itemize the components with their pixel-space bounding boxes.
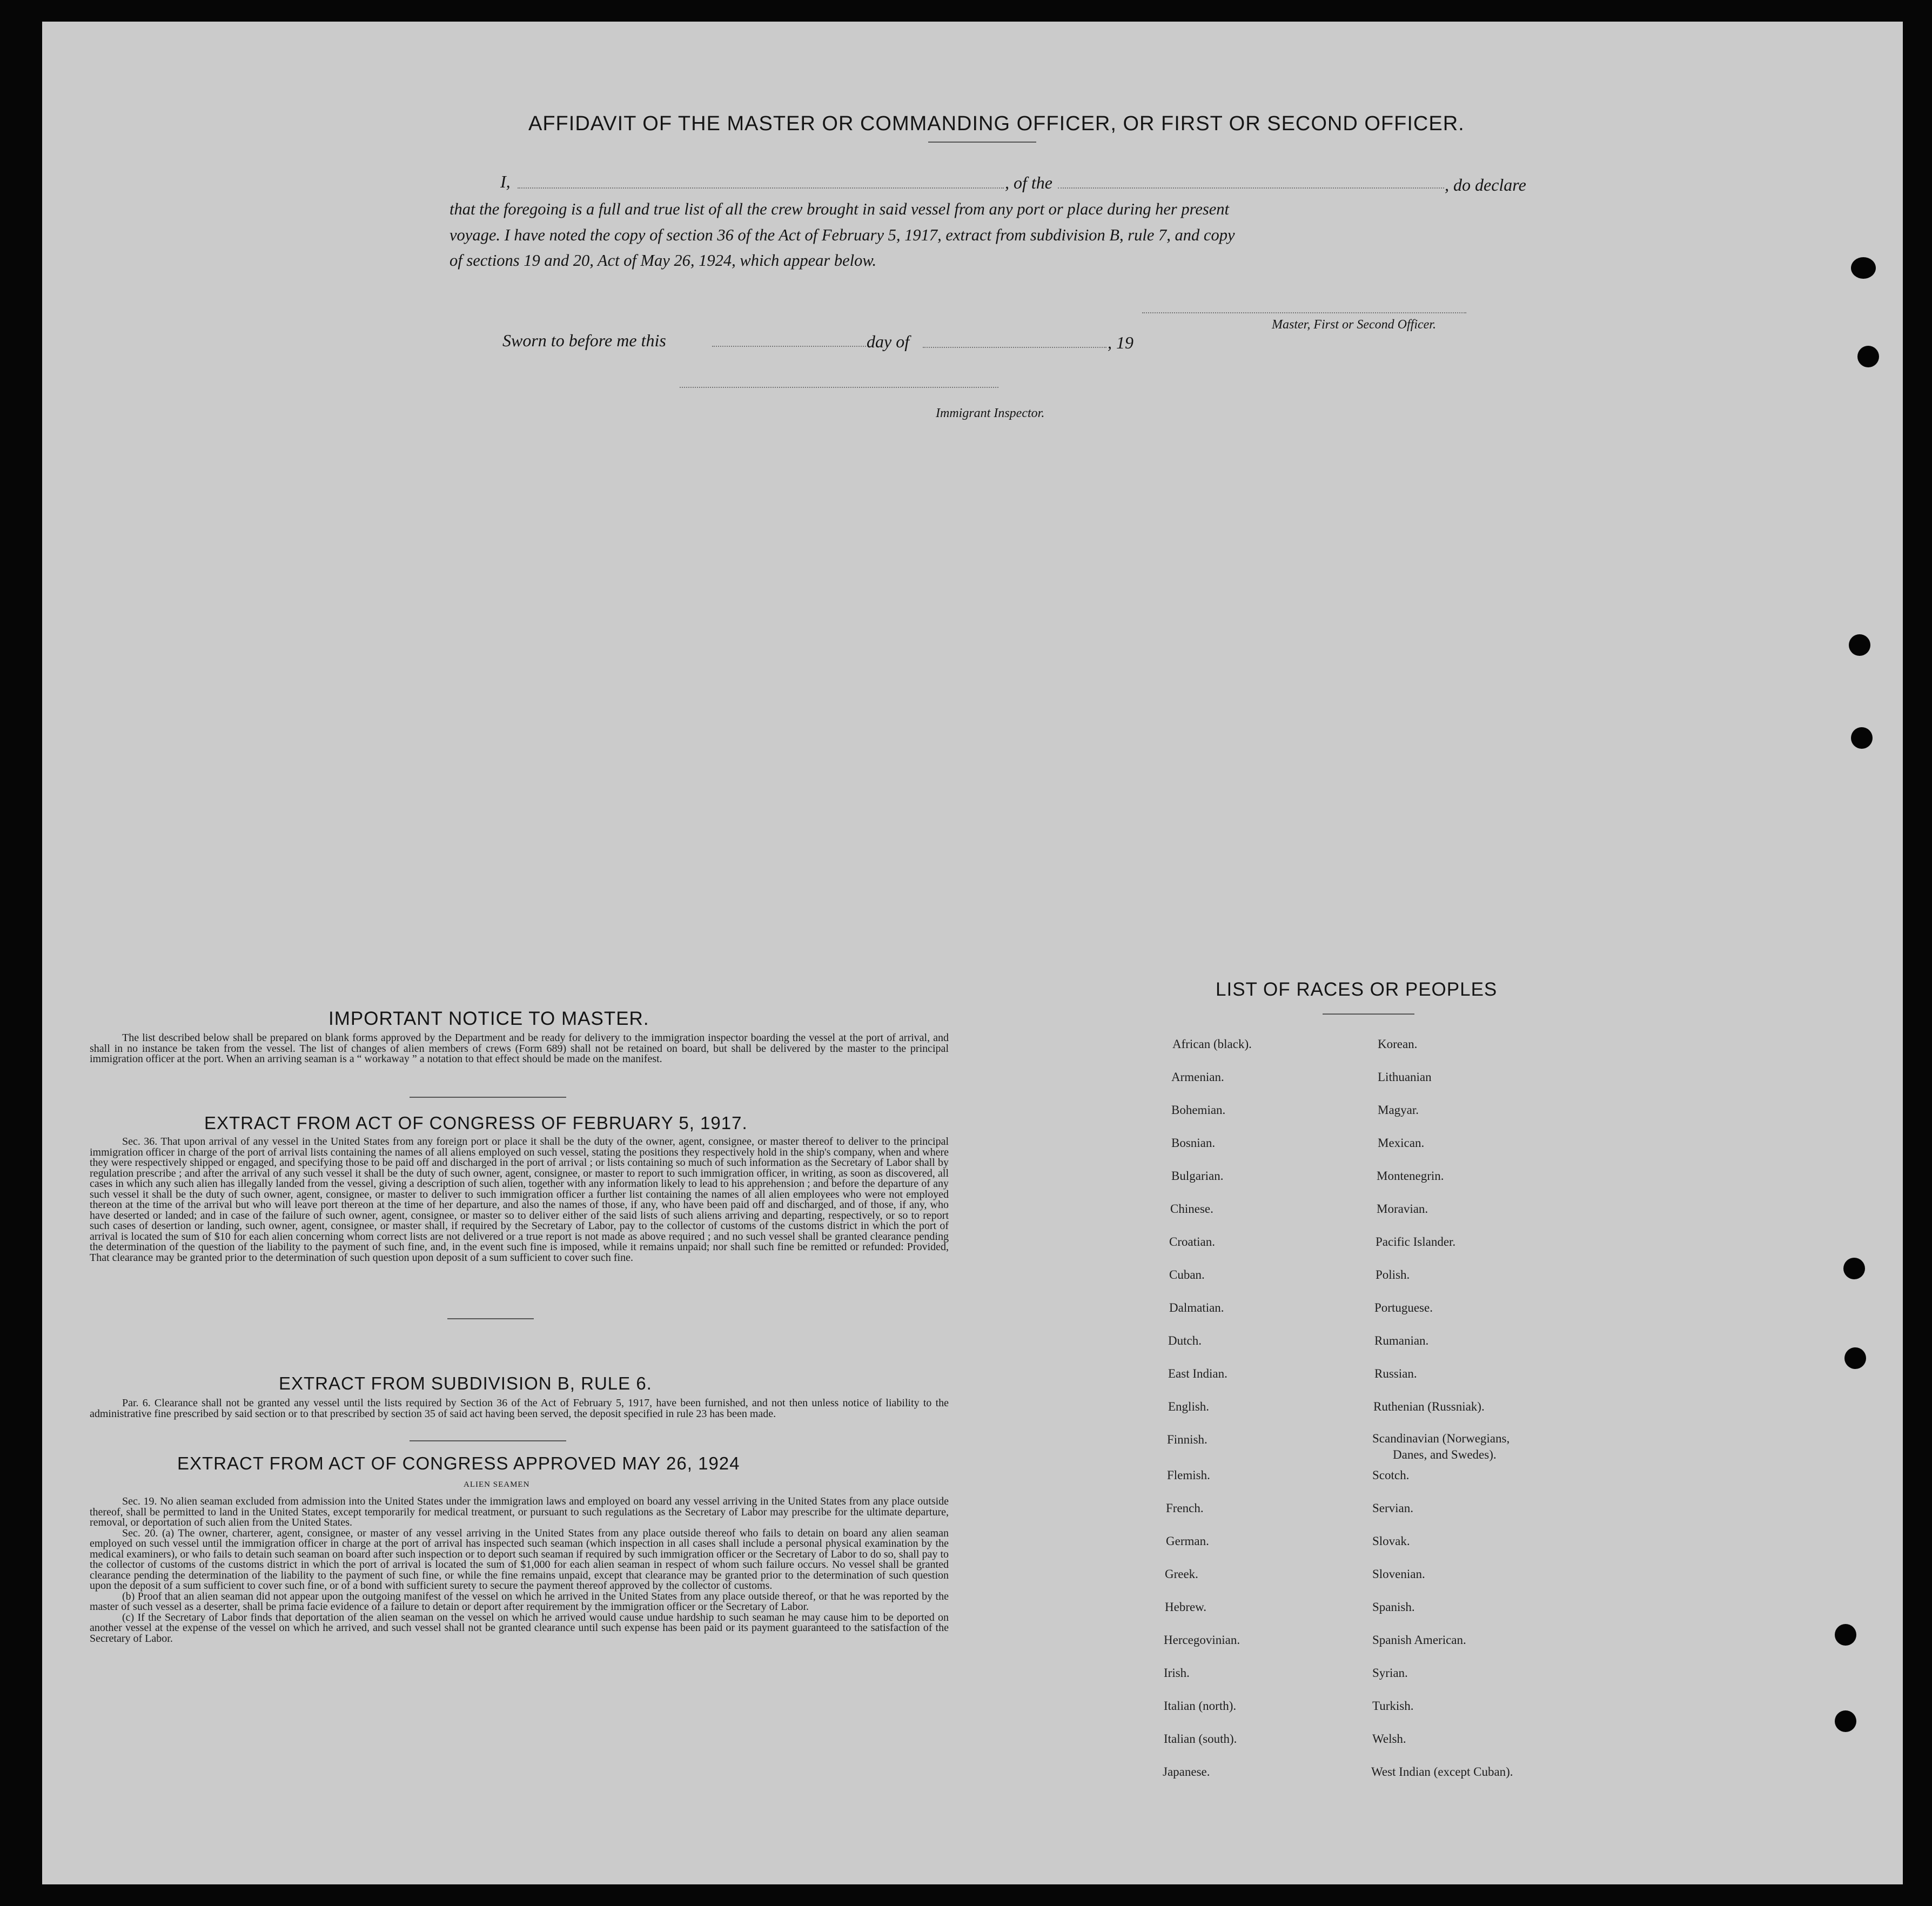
- sec-20c: (c) If the Secretary of Labor finds that deportation of the alien seaman on the vessel on which he arrived would cause undue hardship to such seaman he may cause him to be deported on another vessel at the expense of the vessel on which he arrived, and such vessel shall not be granted clearance until such expense has been paid or its payment guaranteed to the satisfaction of the Secretary of Labor.: [90, 1611, 949, 1645]
- race-right: Montenegrin.: [1377, 1169, 1444, 1183]
- race-right: West Indian (except Cuban).: [1371, 1765, 1513, 1779]
- race-right: Servian.: [1372, 1501, 1414, 1515]
- affidavit-i-label: I,: [500, 172, 511, 191]
- race-left: Dutch.: [1168, 1334, 1202, 1347]
- race-left: Bulgarian.: [1171, 1169, 1224, 1183]
- of-the-label: , of the: [1005, 173, 1052, 192]
- race-right: Lithuanian: [1378, 1070, 1432, 1084]
- extract-1924-text: [90, 1496, 949, 1644]
- race-left: Finnish.: [1167, 1433, 1208, 1446]
- punch-hole: [1835, 1710, 1856, 1732]
- race-right: Welsh.: [1372, 1732, 1406, 1746]
- sec-20a: Sec. 20. (a) The owner, charterer, agent, consignee, or master of any vessel arriving in the United States from any place outside thereof who fails to detain on board any alien seaman employed on such vessel until the immigration officer in charge at the port of arrival has inspected such seaman (which inspection in all cases shall include a personal physical examination by the medical examiners), or who fails to detain such seaman on board after such inspection or to deport such seaman if required by such immigration officer or the Secretary of Labor to do so, shall pay to the collector of customs of the customs district in which the port of arrival is located the sum of $1,000 for each alien seaman in respect of whom such failure occurs. No vessel shall be granted clearance pending the determination of the liability to the payment of such fine, or while the fine remains unpaid, except that clearance may be granted prior to the determination of such question upon the deposit of a sum sufficient to cover such fine, or of a bond with sufficient surety to secure the payment thereof approved by the collector of customs.: [90, 1527, 949, 1592]
- punch-hole: [1849, 634, 1870, 656]
- officer-signature-line[interactable]: [1142, 312, 1466, 313]
- race-left: Greek.: [1165, 1567, 1198, 1581]
- punch-hole: [1844, 1347, 1866, 1369]
- race-right: Polish.: [1376, 1268, 1410, 1281]
- punch-hole: [1857, 346, 1879, 367]
- race-left: Bosnian.: [1171, 1136, 1216, 1150]
- race-left: Japanese.: [1163, 1765, 1210, 1779]
- race-right: Magyar.: [1378, 1103, 1419, 1117]
- divider-1: [410, 1097, 566, 1098]
- race-right: Danes, and Swedes).: [1393, 1448, 1497, 1461]
- punch-hole: [1835, 1624, 1856, 1646]
- affidavit-title: AFFIDAVIT OF THE MASTER OR COMMANDING OFFICER, OR FIRST OR SECOND OFFICER.: [528, 112, 1465, 135]
- extract-rule6-title: EXTRACT FROM SUBDIVISION B, RULE 6.: [279, 1373, 652, 1393]
- punch-hole: [1843, 1258, 1865, 1279]
- race-left: English.: [1168, 1400, 1210, 1413]
- officer-signature-label: Master, First or Second Officer.: [1272, 318, 1436, 332]
- notice-title: IMPORTANT NOTICE TO MASTER.: [328, 1008, 649, 1029]
- sec-19: Sec. 19. No alien seaman excluded from admission into the United States under the immigration laws and employed on board any vessel arriving in the United States from any place outside thereof, shall be permitted to land in the United States, except temporarily for medical treatment, or pursuant to such regulations as the Secretary of Labor may prescribe for the ultimate departure, removal, or deportation of such alien from the United States.: [90, 1495, 949, 1528]
- race-right: Rumanian.: [1374, 1334, 1429, 1347]
- race-right: Korean.: [1378, 1037, 1418, 1051]
- race-right: Portuguese.: [1374, 1301, 1433, 1314]
- punch-hole: [1851, 257, 1876, 279]
- divider-2: [447, 1318, 534, 1319]
- race-left: Bohemian.: [1171, 1103, 1226, 1117]
- race-left: Italian (south).: [1164, 1732, 1237, 1746]
- race-left: Croatian.: [1169, 1235, 1215, 1249]
- sworn-label: Sworn to before me this: [502, 331, 666, 350]
- notice-text: The list described below shall be prepared on blank forms approved by the Department and be ready for delivery to the immigration inspector boarding the vessel at the port of arrival, and shall in no instance be taken from the vessel. The list of changes of alien members of crews (Form 689) shall not be retained on board, but shall be delivered by the master to the principal immigration officer at the port. When an arriving seaman is a “ workaway ” a notation to that effect should be made on the manifest.: [90, 1032, 949, 1065]
- race-left: Chinese.: [1170, 1202, 1213, 1216]
- race-right: Moravian.: [1377, 1202, 1428, 1216]
- race-right: Mexican.: [1378, 1136, 1425, 1150]
- year-label: , 19: [1108, 333, 1133, 352]
- race-left: Hebrew.: [1165, 1600, 1207, 1614]
- affidavit-line-1: that the foregoing is a full and true list of all the crew brought in said vessel from any port or place during her present: [450, 200, 1230, 218]
- race-left: French.: [1166, 1501, 1204, 1515]
- alien-seamen-subtitle: ALIEN SEAMEN: [464, 1480, 530, 1489]
- race-right: Turkish.: [1372, 1699, 1414, 1713]
- race-left: Cuban.: [1169, 1268, 1205, 1281]
- race-right: Russian.: [1374, 1367, 1417, 1380]
- inspector-label: Immigrant Inspector.: [936, 406, 1045, 420]
- race-left: East Indian.: [1168, 1367, 1227, 1380]
- inspector-signature-line[interactable]: [680, 387, 998, 388]
- extract-1924-title: EXTRACT FROM ACT OF CONGRESS APPROVED MAY 26, 1924: [177, 1453, 740, 1473]
- race-left: Hercegovinian.: [1164, 1633, 1240, 1647]
- sec-20b: (b) Proof that an alien seaman did not appear upon the outgoing manifest of the vessel on which he arrived in the United States from any place outside thereof, or that he was reported by the master of such vessel as a deserter, shall be prima facie evidence of a failure to detain or deport after requirement by the immigration officer or the Secretary of Labor.: [90, 1590, 949, 1613]
- vessel-blank[interactable]: [1058, 187, 1444, 189]
- day-of-label: day of: [867, 332, 910, 351]
- race-left: Armenian.: [1171, 1070, 1224, 1084]
- race-right: Slovenian.: [1372, 1567, 1425, 1581]
- race-right: Slovak.: [1372, 1534, 1410, 1548]
- affidavit-line-2: voyage. I have noted the copy of section 36 of the Act of February 5, 1917, extract from subdivision B, rule 7, and copy: [450, 226, 1235, 244]
- race-right: Spanish.: [1372, 1600, 1415, 1614]
- sworn-day-blank[interactable]: [712, 346, 866, 347]
- name-blank[interactable]: [518, 187, 1004, 189]
- title-underline: [928, 142, 1036, 143]
- extract-1917-title: EXTRACT FROM ACT OF CONGRESS OF FEBRUARY 5, 1917.: [204, 1113, 748, 1133]
- affidavit-line-3: of sections 19 and 20, Act of May 26, 1924, which appear below.: [450, 251, 877, 270]
- extract-1917-text: Sec. 36. That upon arrival of any vessel in the United States from any foreign port or place it shall be the duty of the owner, agent, consignee, or master thereof to deliver to the principal immigration officer in charge of the port of arrival lists containing the names of all aliens employed on such vessel, stating the positions they respectively hold in the ship's company, when and where they were respectively shipped or engaged, and specifying those to be paid off and discharged in the port of arrival ; or lists containing so much of such information as the Secretary of Labor shall by regulation prescribe ; and after the arrival of any such vessel it shall be the duty of such owner, agent, consignee, or master to report to such immigration officer, in writing, as soon as discovered, all cases in which any such alien has illegally landed from the vessel, giving a description of such alien, together with any information likely to lead to his apprehension ; and before the departure of any such vessel it shall be the duty of such owner, agent, consignee, or master to deliver to such immigration officer a further list containing the names of all alien employees who were not employed thereon at the time of the arrival but who will leave port thereon at the time of her departure, and also the names of those, if any, who have been paid off and discharged, and of those, if any, who have deserted or landed; and in case of the failure of such owner, agent, consignee, or master so to deliver either of the said lists of such aliens arriving and departing, respectively, or so to report such cases of desertion or landing, such owner, agent, consignee, or master shall, if required by the Secretary of Labor, pay to the collector of customs of the customs district in which the port of arrival is located the sum of $10 for each alien concerning whom correct lists are not delivered or a true report is not made as above required ; and no such vessel shall be granted clearance pending the determination of the question of the liability to the payment of such fine, and, in the event such fine is imposed, while it remains unpaid; nor shall such fine be remitted or refunded: Provided, That clearance may be granted prior to the determination of such question upon deposit of a sum sufficient to cover such fine.: [90, 1136, 949, 1264]
- race-right: Scotch.: [1372, 1468, 1410, 1482]
- race-right: Pacific Islander.: [1376, 1235, 1456, 1249]
- form-page: [42, 22, 1903, 1884]
- race-left: Dalmatian.: [1169, 1301, 1224, 1314]
- divider-3: [410, 1440, 566, 1441]
- race-right: Ruthenian (Russniak).: [1373, 1400, 1485, 1413]
- races-title-underline: [1323, 1014, 1414, 1015]
- extract-rule6-text: Par. 6. Clearance shall not be granted any vessel until the lists required by Section 36 of the Act of February 5, 1917, have been furnished, and not then unless notice of liability to the administrative fine prescribed by said section or to that prescribed by section 35 of said act having been served, the deposit specified in rule 23 has been made.: [90, 1397, 949, 1420]
- race-left: African (black).: [1172, 1037, 1252, 1051]
- races-title: LIST OF RACES OR PEOPLES: [1216, 979, 1498, 1000]
- do-declare-label: , do declare: [1445, 175, 1526, 194]
- race-right: Syrian.: [1372, 1666, 1408, 1680]
- punch-hole: [1851, 727, 1873, 749]
- race-right: Scandinavian (Norwegians,: [1372, 1432, 1510, 1445]
- race-left: Irish.: [1164, 1666, 1190, 1680]
- race-left: Flemish.: [1167, 1468, 1210, 1482]
- race-left: German.: [1166, 1534, 1209, 1548]
- sworn-month-blank[interactable]: [923, 347, 1106, 348]
- race-right: Spanish American.: [1372, 1633, 1466, 1647]
- race-left: Italian (north).: [1164, 1699, 1237, 1713]
